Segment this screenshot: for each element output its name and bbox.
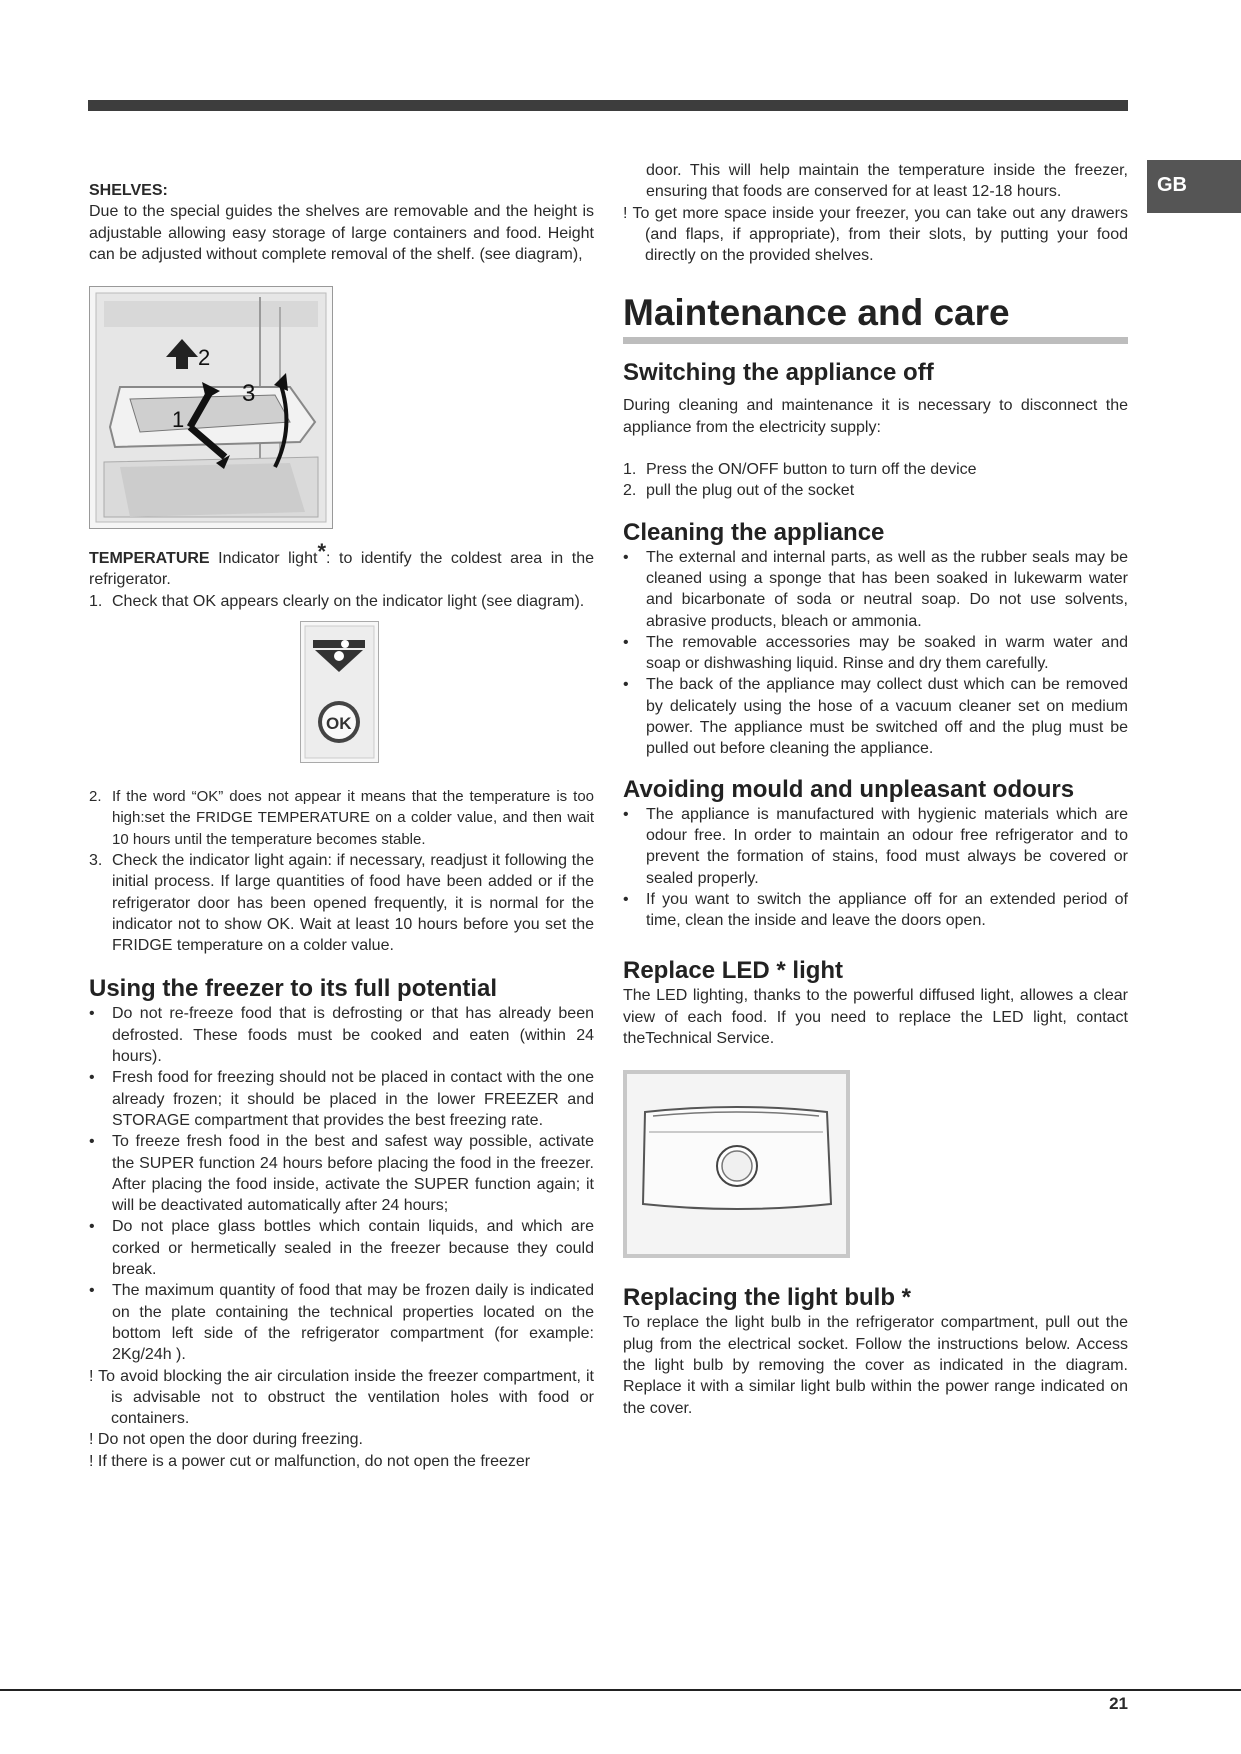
temperature-paragraph (89, 541, 594, 591)
freezer-note: ! To avoid blocking the air circulation inside the freezer compartment, it is advisable not to obstruct the ventilation holes with food or containers. (89, 1367, 594, 1428)
right-column (623, 160, 1128, 1419)
section-title-wrap (623, 291, 1128, 344)
ok-label: OK (326, 714, 352, 734)
freezer-continuation: door. This will help maintain the temperature inside the freezer, ensuring that foods are conserved for at least 12-18 hours. (646, 162, 1128, 201)
freezer-bullets (89, 1003, 594, 1365)
bottom-rule (0, 1689, 1241, 1691)
page-number: 21 (1109, 1694, 1128, 1713)
switching-text: During cleaning and maintenance it is necessary to disconnect the appliance from the electricity supply: (623, 397, 1128, 436)
language-tab: GB (1147, 160, 1241, 213)
step-text: Check that OK appears clearly on the indicator light (see diagram). (112, 592, 585, 610)
diagram-label-2: 2 (198, 345, 211, 371)
list-item: • Fresh food for freezing should not be placed in contact with the one already frozen; it should be placed in the lower FREEZER and STORAGE compartment that provides the best freezing rate. (89, 1069, 594, 1129)
temp-step (89, 786, 594, 850)
temperature-tail: : to identify the coldest area in the refrigerator. (89, 550, 594, 589)
diagram-label-1: 1 (172, 407, 185, 433)
shelves-text: Due to the special guides the shelves are removable and the height is adjustable allowing easy storage of large containers and food. Height can be adjusted without complete removal of the shelf. (see diagram), (89, 203, 594, 263)
mould-heading: Avoiding mould and unpleasant odours (623, 775, 1075, 803)
temp-step (89, 591, 594, 612)
list-item: • The appliance is manufactured with hygienic materials which are odour free. In order to maintain an odour free refrigerator and to prevent the formation of stains, food must always be covered or sealed properly. (623, 805, 1128, 887)
bulb-text: To replace the light bulb in the refrigerator compartment, pull out the plug from the electrical socket. Follow the instructions below. Access the light bulb by removing the cover as indicated in the diagram. Replace it with a similar light bulb within the power range indicated on the cover. (623, 1314, 1128, 1417)
step-text: Check the indicator light again: if necessary, readjust it following the initial process. If large quantities of food have been added or if the refrigerator door has been opened frequently, it is normal for the indicator not to show OK. Wait at least 10 hours before you set the FRIDGE temperature on a colder value. (112, 851, 594, 955)
freezer-note: ! Do not open the door during freezing. (89, 1431, 363, 1449)
led-text: The LED lighting, thanks to the powerful diffused light, allowes a clear view of each food. If you need to replace the LED light, contact theTechnical Service. (623, 987, 1128, 1048)
list-item: • The maximum quantity of food that may be frozen daily is indicated on the plate containing the technical properties located on the bottom left side of the refrigerator compartment (for example: 2Kg/24h ). (89, 1282, 594, 1364)
list-item: 1. Press the ON/OFF button to turn off the device (623, 461, 977, 479)
mould-bullets (623, 804, 1128, 932)
list-item: • If you want to switch the appliance off for an extended period of time, clean the inside and leave the doors open. (623, 890, 1128, 930)
cleaning-bullets (623, 547, 1128, 760)
left-column (89, 180, 594, 1472)
freezer-space-note: ! To get more space inside your freezer, you can take out any drawers (and flaps, if appropriate), from their slots, by putting your food directly on the provided shelves. (623, 204, 1128, 265)
step-number: 2. (89, 788, 102, 806)
maintenance-title: Maintenance and care (623, 292, 1010, 334)
top-rule (88, 100, 1128, 111)
cleaning-heading: Cleaning the appliance (623, 518, 885, 546)
temperature-label: TEMPERATURE (89, 550, 210, 568)
star-mark: * (317, 539, 326, 565)
list-item: • Do not place glass bottles which contain liquids, and which are corked or hermetically sealed in the freezer because they could break. (89, 1218, 594, 1279)
switching-steps (623, 459, 1128, 502)
switching-heading: Switching the appliance off (623, 359, 934, 387)
led-cover-illustration (627, 1074, 846, 1254)
step-text: If the word “OK” does not appear it means that the temperature is too high:set the FRIDGE TEMPERATURE on a colder value, and then wait 10 hours until the temperature becomes stable. (112, 788, 594, 848)
step-number: 3. (89, 851, 103, 869)
step-number: 1. (89, 592, 103, 610)
temperature-text: Indicator light (218, 550, 318, 568)
shelf-diagram (89, 286, 333, 529)
list-item: • To freeze fresh food in the best and safest way possible, activate the SUPER function 24 hours before placing the food in the freezer. After placing the food inside, activate the SUPER function again; it will be deactivated automatically after 24 hours; (89, 1133, 594, 1215)
list-item: • The removable accessories may be soaked in warm water and soap or dishwashing liquid. Rinse and dry them carefully. (623, 633, 1128, 673)
list-item: • Do not re-freeze food that is defrosting or that has already been defrosted. These foods must be cooked and eaten (within 24 hours). (89, 1005, 594, 1066)
indicator-diagram (300, 621, 379, 763)
shelves-heading: SHELVES: (89, 182, 168, 199)
indicator-illustration (301, 622, 378, 762)
temp-step (89, 850, 594, 956)
shelf-illustration (90, 287, 332, 528)
list-item: • The back of the appliance may collect dust which can be removed by delicately using the hose of a vacuum cleaner set on medium power. The appliance must be switched off and the plug must be pulled out before cleaning the appliance. (623, 676, 1128, 758)
freezer-note: ! If there is a power cut or malfunction, do not open the freezer (89, 1452, 531, 1470)
list-item: • The external and internal parts, as well as the rubber seals may be cleaned using a sponge that has been soaked in lukewarm water and bicarbonate of soda or neutral soap. Do not use solvents, abrasive products, bleach or ammonia. (623, 548, 1128, 630)
diagram-label-3: 3 (242, 380, 256, 408)
led-diagram (623, 1070, 850, 1258)
list-item: 2. pull the plug out of the socket (623, 482, 855, 500)
bulb-heading: Replacing the light bulb * (623, 1284, 911, 1312)
freezer-heading: Using the freezer to its full potential (89, 975, 498, 1003)
led-heading: Replace LED * light (623, 957, 844, 985)
